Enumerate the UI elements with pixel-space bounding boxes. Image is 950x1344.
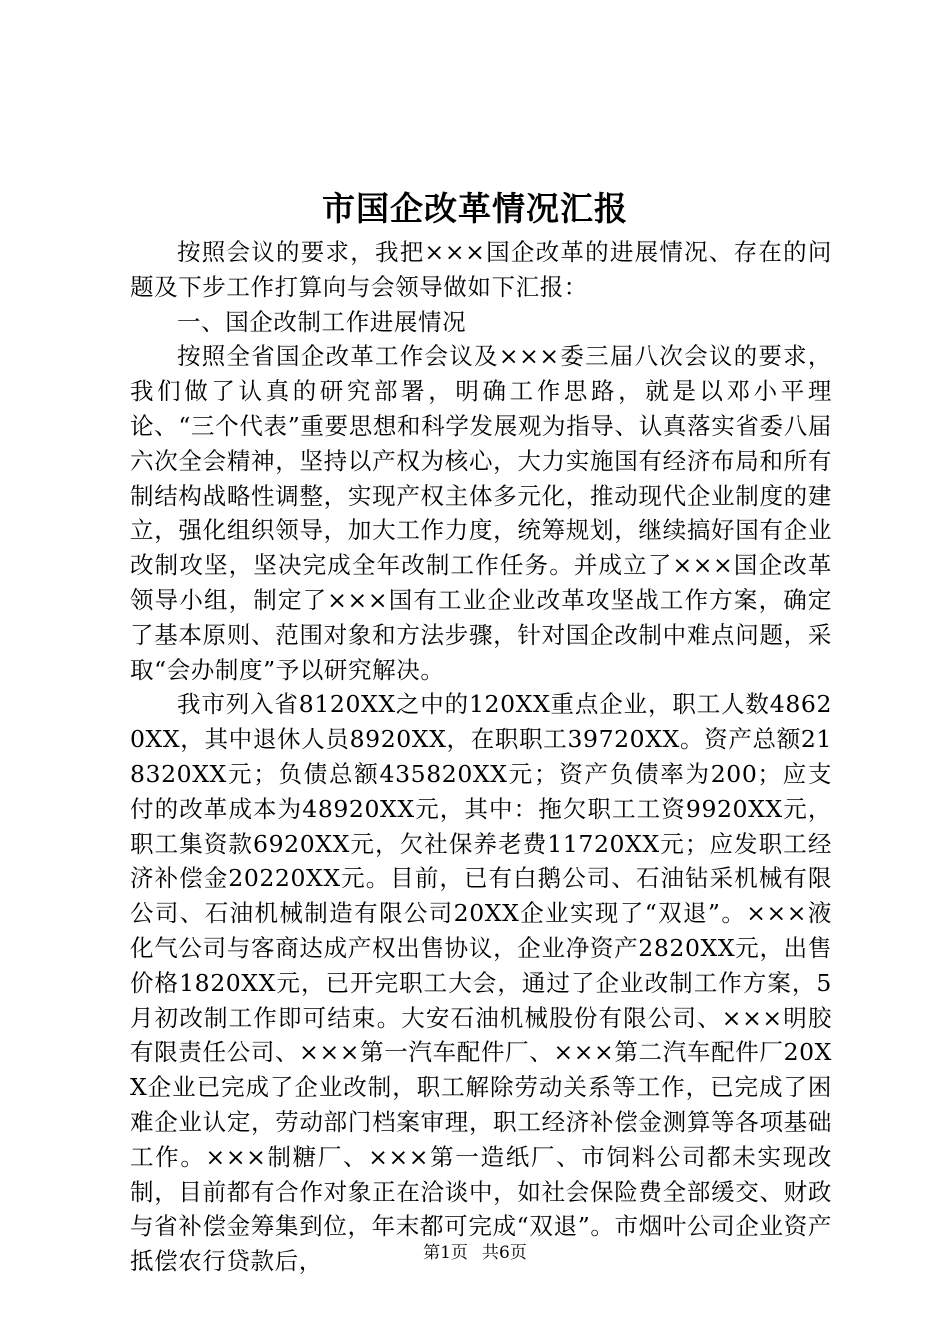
- intro-paragraph: 按照会议的要求，我把×××国企改革的进展情况、存在的问题及下步工作打算向与会领导做如下汇报：: [130, 238, 832, 301]
- section-heading: 一、国企改制工作进展情况: [177, 307, 467, 336]
- page-footer: [0, 1241, 950, 1265]
- body-paragraph: 我市列入省8120XX之中的120XX重点企业，职工人数48620XX，其中退休人员8920XX，在职职工39720XX。资产总额218320XX元；负债总额435820XX元；资产负债率为200；应支付的改革成本为48920XX元，其中：拖欠职工工资9920XX元，职工集资款6920XX元，欠社保养老费11720XX元；应发职工经济补偿金20220XX元。目前，已有白鹅公司、石油钻采机械有限公司、石油机械制造有限公司20XX企业实现了“双退”。×××液化气公司与客商达成产权出售协议，企业净资产2820XX元，出售价格1820XX元，已开完职工大会，通过了企业改制工作方案，5月初改制工作即可结束。大安石油机械股份有限公司、×××明胶有限责任公司、×××第一汽车配件厂、×××第二汽车配件厂20XX企业已完成了企业改制，职工解除劳动关系等工作，已完成了困难企业认定，劳动部门档案审理，职工经济补偿金测算等各项基础工作。×××制糖厂、×××第一造纸厂、市饲料公司都未实现改制，目前都有合作对象正在洽谈中，如社会保险费全部缓交、财政与省补偿金筹集到位，年末都可完成“双退”。市烟叶公司企业资产抵偿农行贷款后，: [130, 690, 832, 1276]
- page-number: 第1页: [423, 1243, 468, 1263]
- body-paragraph: 按照全省国企改革工作会议及×××委三届八次会议的要求，我们做了认真的研究部署，明确工作思路，就是以邓小平理论、“三个代表”重要思想和科学发展观为指导、认真落实省委八届六次全会精神，坚持以产权为核心，大力实施国有经济布局和所有制结构战略性调整，实现产权主体多元化，推动现代企业制度的建立，强化组织领导，加大工作力度，统筹规划，继续搞好国有企业改制攻坚，坚决完成全年改制工作任务。并成立了×××国企改革领导小组，制定了×××国有工业企业改革攻坚战工作方案，确定了基本原则、范围对象和方法步骤，针对国企改制中难点问题，采取“会办制度”予以研究解决。: [130, 342, 832, 684]
- document-title: 市国企改革情况汇报: [322, 189, 628, 228]
- page-total: 共6页: [482, 1243, 527, 1263]
- document-body: [130, 235, 832, 1279]
